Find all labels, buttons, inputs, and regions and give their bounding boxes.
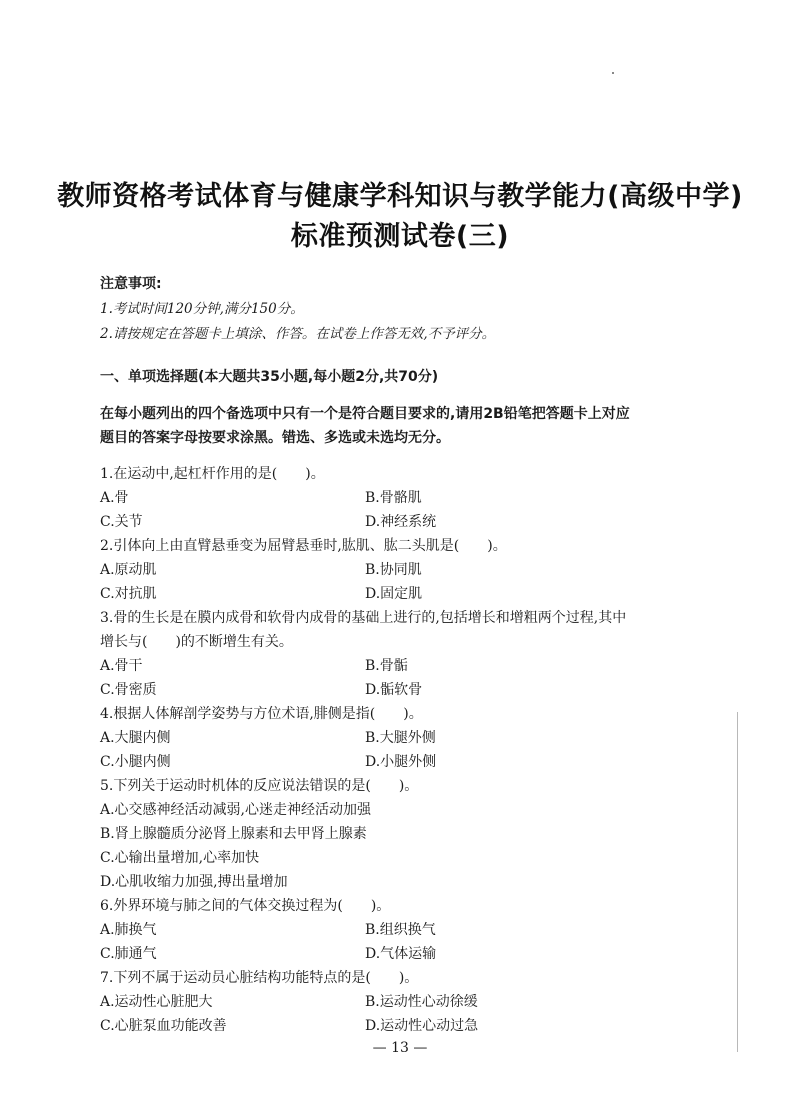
page-number: — 13 — xyxy=(372,1040,428,1056)
question-option: B.组织换气 xyxy=(365,922,436,938)
exam-title-line2: 标准预测试卷(三) xyxy=(290,221,510,252)
instruction-line: 题目的答案字母按要求涂黑。错选、多选或未选均无分。 xyxy=(100,430,450,446)
question-option: D.小腿外侧 xyxy=(365,754,437,770)
question-stem: 3.骨的生长是在膜内成骨和软骨内成骨的基础上进行的,包括增长和增粗两个过程,其中 xyxy=(100,610,627,626)
question-option: C.心输出量增加,心率加快 xyxy=(100,850,260,866)
question-option: D.心肌收缩力加强,搏出量增加 xyxy=(100,874,288,890)
question-stem: 7.下列不属于运动员心脏结构功能特点的是( )。 xyxy=(100,970,419,986)
question-option: C.肺通气 xyxy=(100,946,157,962)
question-option: A.肺换气 xyxy=(100,922,157,938)
question-stem: 4.根据人体解剖学姿势与方位术语,腓侧是指( )。 xyxy=(100,706,423,722)
question-option: B.肾上腺髓质分泌肾上腺素和去甲肾上腺素 xyxy=(100,826,367,842)
question-option: D.固定肌 xyxy=(365,586,423,602)
question-stem: 2.引体向上由直臂悬垂变为屈臂悬垂时,肱肌、肱二头肌是( )。 xyxy=(100,538,507,554)
question-stem: 1.在运动中,起杠杆作用的是( )。 xyxy=(100,466,325,482)
notice-heading: 注意事项: xyxy=(100,276,162,292)
question-option: C.骨密质 xyxy=(100,682,157,698)
question-option: D.骺软骨 xyxy=(365,682,423,698)
question-option: B.协同肌 xyxy=(365,562,422,578)
question-option: A.运动性心脏肥大 xyxy=(100,994,213,1010)
question-option: D.神经系统 xyxy=(365,514,437,530)
question-option: A.大腿内侧 xyxy=(100,730,171,746)
question-option: A.骨 xyxy=(100,490,129,506)
question-stem: 6.外界环境与肺之间的气体交换过程为( )。 xyxy=(100,898,391,914)
question-option: D.气体运输 xyxy=(365,946,437,962)
question-stem: 增长与( )的不断增生有关。 xyxy=(100,634,293,650)
scan-speck xyxy=(612,72,614,74)
question-option: B.骨骼肌 xyxy=(365,490,422,506)
section-heading: 一、单项选择题(本大题共35小题,每小题2分,共70分) xyxy=(100,369,439,385)
question-option: B.大腿外侧 xyxy=(365,730,436,746)
question-stem: 5.下列关于运动时机体的反应说法错误的是( )。 xyxy=(100,778,419,794)
question-option: C.关节 xyxy=(100,514,143,530)
question-option: A.心交感神经活动减弱,心迷走神经活动加强 xyxy=(100,802,372,818)
notice-item: 1.考试时间120分钟,满分150分。 xyxy=(100,301,304,317)
question-option: C.小腿内侧 xyxy=(100,754,171,770)
scan-margin-line xyxy=(737,712,738,1052)
question-option: B.骨骺 xyxy=(365,658,408,674)
question-option: B.运动性心动徐缓 xyxy=(365,994,478,1010)
notice-item: 2.请按规定在答题卡上填涂、作答。在试卷上作答无效,不予评分。 xyxy=(100,326,496,342)
section-instruction xyxy=(100,402,700,450)
exam-title-line1: 教师资格考试体育与健康学科知识与教学能力(高级中学) xyxy=(57,181,743,212)
question-option: A.原动肌 xyxy=(100,562,157,578)
question-option: D.运动性心动过急 xyxy=(365,1018,479,1034)
question-option: A.骨干 xyxy=(100,658,143,674)
question-option: C.心脏泵血功能改善 xyxy=(100,1018,227,1034)
question-option: C.对抗肌 xyxy=(100,586,157,602)
instruction-line: 在每小题列出的四个备选项中只有一个是符合题目要求的,请用2B铅笔把答题卡上对应 xyxy=(100,406,630,422)
